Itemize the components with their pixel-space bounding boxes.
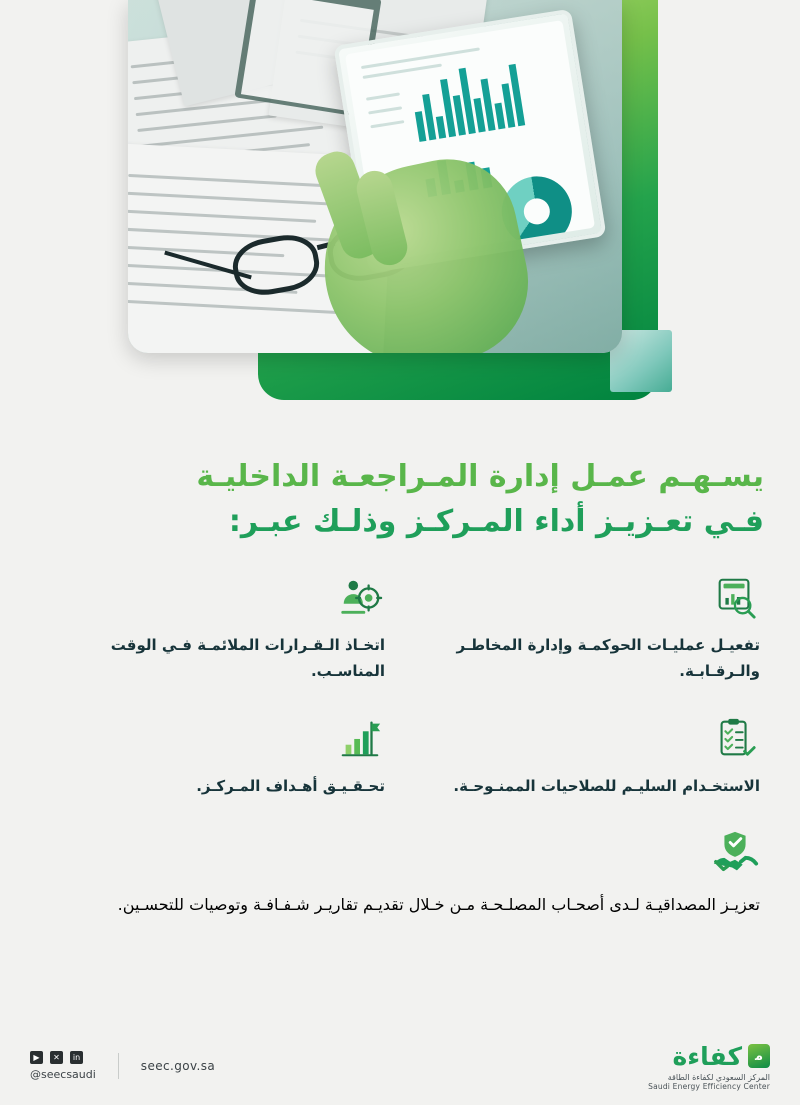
youtube-icon[interactable]: ▶ <box>30 1051 43 1064</box>
social-block <box>30 1051 96 1081</box>
points-grid <box>40 574 760 930</box>
icon-container <box>40 829 760 879</box>
point-text: الاستخـدام السليـم للصلاحيات الممنـوحـة. <box>453 776 760 795</box>
footer-left <box>30 1051 215 1081</box>
point-text: تحـقـيـق أهـداف المـركـز. <box>196 776 385 795</box>
brand-name-ar: كفاءة <box>672 1041 742 1071</box>
brand-subtitle-ar: المركز السعودي لكفاءة الطاقة <box>667 1072 770 1082</box>
brand-badge: ﻣ <box>748 1044 770 1068</box>
linkedin-icon[interactable]: in <box>70 1051 83 1064</box>
point-text: تعزيـز المصداقيـة لـدى أصحـاب المصلـحـة مـن خـلال تقديـم تقاريـر شـفـافـة وتوصيات للتحسـين. <box>117 894 760 914</box>
brand-logo <box>648 1042 770 1091</box>
hero-photo <box>128 0 622 353</box>
social-icons <box>30 1051 96 1064</box>
x-icon[interactable]: ✕ <box>50 1051 63 1064</box>
point-text: اتخـاذ الـقـرارات الملائمـة فـي الوقت المناسـب. <box>110 636 385 681</box>
growth-bar-chart-flag-icon <box>337 715 383 761</box>
icon-container <box>40 574 385 620</box>
document-chart-magnifier-icon <box>712 574 758 620</box>
point-item <box>415 715 760 799</box>
gear-person-icon <box>337 574 383 620</box>
brand-subtitle-en: Saudi Energy Efficiency Center <box>648 1081 770 1091</box>
footer-divider <box>118 1053 119 1079</box>
social-handle: @seecsaudi <box>30 1068 96 1081</box>
point-item-wide <box>40 829 760 930</box>
headline <box>36 454 764 544</box>
footer <box>0 1027 800 1105</box>
icon-container <box>40 715 385 761</box>
headline-line-1: يسـهـم عمـل إدارة المـراجعـة الداخليـة <box>196 459 764 494</box>
headline-line-2: فـي تعـزيـز أداء المـركـز وذلـك عبـر: <box>228 504 764 539</box>
checklist-clipboard-icon <box>712 715 758 761</box>
point-text: تفعيـل عمليـات الحوكمـة وإدارة المخاطـر والـرقـابـة. <box>456 636 760 681</box>
point-item <box>415 574 760 685</box>
brand-mark <box>648 1042 770 1071</box>
point-item <box>40 574 385 685</box>
point-item <box>40 715 385 799</box>
handshake-shield-icon <box>40 829 760 879</box>
hero-banner <box>0 0 800 430</box>
icon-container <box>415 715 760 761</box>
website-url[interactable]: seec.gov.sa <box>140 1059 216 1073</box>
icon-container <box>415 574 760 620</box>
